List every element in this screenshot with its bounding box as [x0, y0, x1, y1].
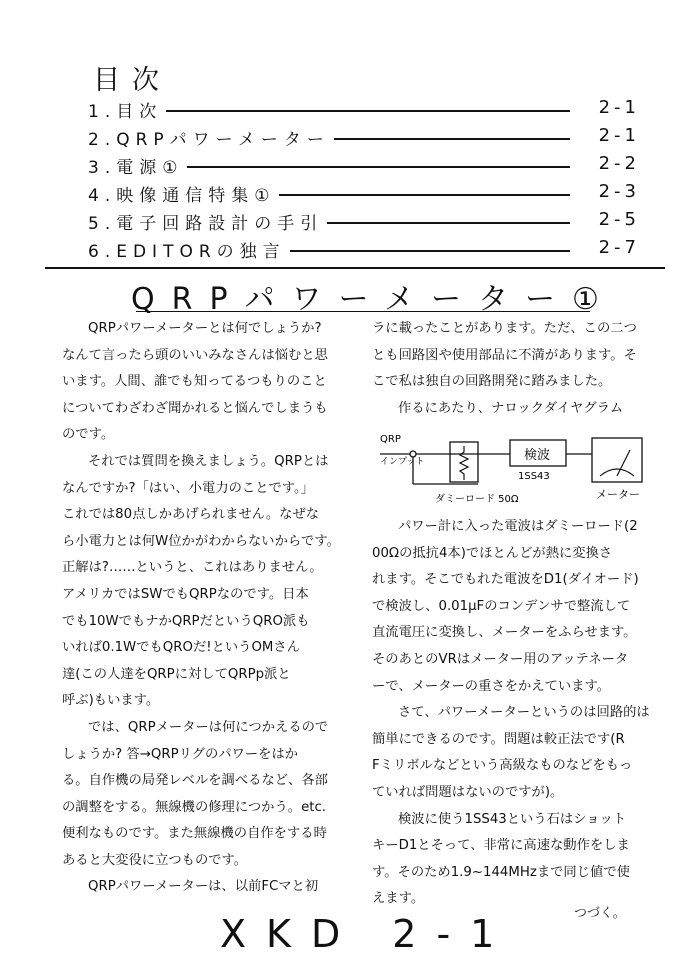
toc-entry [88, 209, 640, 233]
text-line: 作るにあたり、ナロックダイヤグラム [398, 400, 624, 416]
text-line: についてわざわざ聞かれると悩んでしまうも [62, 400, 328, 416]
text-line: なんて言ったら頭のいいみなさんは悩むと思 [62, 347, 328, 363]
toc-entry-label: 5.電子回路設計の手引 [88, 209, 327, 234]
page-footer-code: XKD 2-1 [220, 912, 515, 956]
toc-entry-label: 3.電源① [88, 153, 187, 178]
continued-note: つづく。 [574, 906, 626, 921]
article-right-column-top [372, 316, 637, 422]
text-line: 直流電圧に変換し、メーターをふらせます。 [372, 625, 637, 641]
toc-entry-label: 6.EDITORの独言 [88, 237, 290, 262]
text-line: 便利なものです。また無線機の自作をする時 [62, 826, 327, 842]
toc-entry-page: 2-3 [598, 181, 640, 202]
text-line: ていれば問題はないのですが)。 [372, 784, 564, 800]
text-line: ら小電力とは何W位かがわからないからです。 [62, 533, 340, 549]
text-line: それでは質問を換えましょう。QRPとは [88, 453, 329, 469]
block-diagram [380, 432, 670, 518]
text-line: あると大変役に立つものです。 [62, 852, 248, 868]
text-line: れます。そこでもれた電波をD1(ダイオード) [372, 572, 639, 588]
text-line: います。人間、誰でも知ってるつもりのこと [62, 374, 327, 390]
section-divider [45, 267, 665, 269]
text-line: ーで、メーターの重さをかえています。 [372, 678, 611, 694]
diode-label: 1SS43 [518, 471, 550, 482]
toc-entry [88, 125, 640, 149]
resistor-icon [460, 446, 468, 480]
toc-entry-page: 2-1 [598, 125, 640, 146]
text-line: アメリカではSWでもQRPなのです。日本 [62, 586, 309, 602]
text-line: こで私は独自の回路開発に踏みました。 [372, 374, 612, 390]
text-line: なんですか?「はい、小電力のことです。」 [62, 480, 314, 496]
text-line: とも回路図や使用部品に不満があります。そ [372, 347, 637, 363]
toc-entry [88, 97, 640, 121]
text-line: る。自作機の局発レベルを調べるなど、各部 [62, 773, 328, 789]
leader-line [128, 110, 570, 112]
text-line: でも10WでもナかQRPだというQRO派も [62, 613, 310, 629]
toc-entry-label: 4.映像通信特集① [88, 181, 279, 206]
text-line: 正解は?……というと、これはありません。 [62, 560, 323, 576]
detector-label: 検波 [524, 448, 551, 463]
toc-entry [88, 237, 640, 261]
text-line: で検波し、0.01μFのコンデンサで整流して [372, 598, 631, 614]
text-line: えます。 [372, 891, 425, 907]
text-line: これでは80点しかあげられません。なぜな [62, 507, 320, 523]
title-underline [136, 311, 590, 312]
text-line: 検波に使う1SS43という石はショット [398, 811, 627, 827]
toc-entry [88, 153, 640, 177]
meter-label: メーター [596, 488, 640, 501]
text-line: では、QRPメーターは何につかえるので [88, 719, 329, 735]
text-line: QRPパワーメーターとは何でしょうか? [88, 321, 322, 336]
text-line: 達(この人達をQRPに対してQRPp派と [62, 666, 291, 682]
toc-entry-page: 2-5 [598, 209, 640, 230]
article-left-column [62, 316, 340, 901]
text-line: さて、パワーメーターというのは回路的は [398, 705, 650, 721]
text-line: のです。 [62, 427, 115, 443]
text-line: 呼ぶ)もいます。 [62, 693, 160, 709]
toc-entry-label: 1.目次 [88, 97, 166, 122]
text-line: そのあとのVRはメーター用のアッテネータ [372, 651, 629, 667]
text-line: パワー計に入った電波はダミーロード(2 [398, 519, 638, 534]
leader-line [128, 166, 570, 168]
article-right-column-bottom [372, 514, 650, 913]
text-line: しょうか? 答→QRPリグのパワーをはか [62, 746, 299, 762]
text-line: 00Ωの抵抗4本)でほとんどが熱に変換さ [372, 545, 613, 561]
text-line: ラに載ったことがあります。ただ、この二つ [372, 321, 637, 336]
text-line: Fミリボルなどという高級なものなどをもっ [372, 758, 633, 774]
text-line: いれば0.1WでもQROだ!というOMさん [62, 640, 300, 656]
input-label: インプット [380, 457, 425, 467]
qrp-label: QRP [380, 434, 401, 445]
text-line: の調整をする。無線機の修理につかう。etc. [62, 799, 327, 815]
text-line: す。そのため1.9~144MHzまで同じ値で使 [372, 864, 630, 880]
toc-entry-page: 2-1 [598, 97, 640, 118]
text-line: QRPパワーメーターは、以前FCマと初 [88, 879, 319, 895]
toc-title: 目次 [93, 65, 171, 96]
dummy-load-label: ダミーロード 50Ω [435, 494, 519, 505]
toc-entry [88, 181, 640, 205]
toc-entry-page: 2-2 [598, 153, 640, 174]
article-title: QRPパワーメーター① [131, 282, 616, 317]
text-line: キーD1とそって、非常に高速な動作をしま [372, 838, 630, 854]
text-line: 簡単にできるのです。問題は較正法です(R [372, 731, 625, 747]
toc-entry-label: 2.QRPパワーメーター [88, 125, 334, 150]
toc-entry-page: 2-7 [598, 237, 640, 258]
